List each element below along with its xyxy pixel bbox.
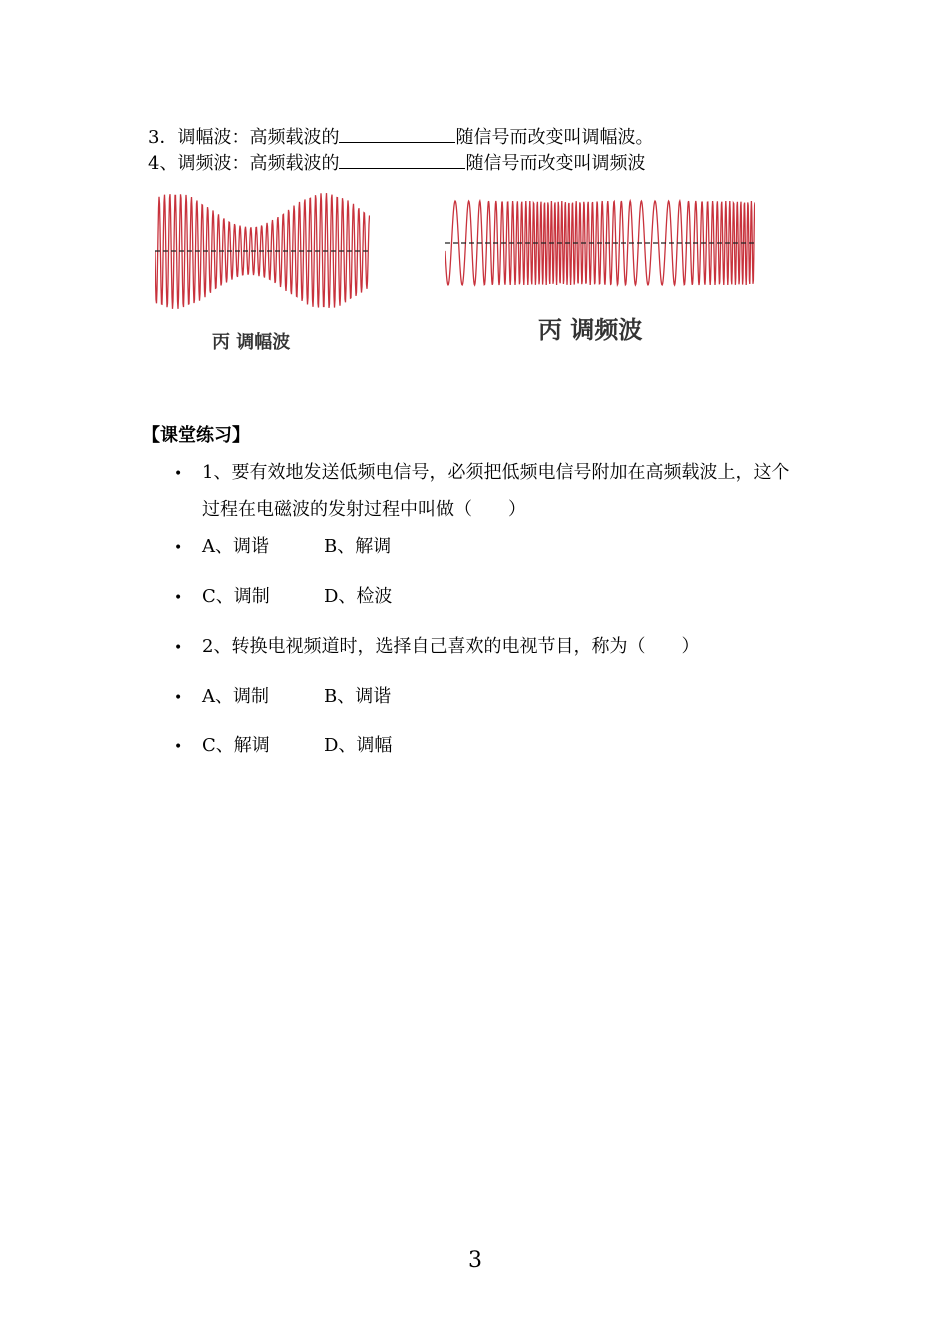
fm-definition [148,150,645,176]
page-number: 3 [468,1248,482,1273]
fm-wave-caption: 丙 调频波 [538,316,643,344]
q2-option-b: B、调谐 [324,686,392,707]
fm-blank [339,150,465,169]
am-definition [148,124,653,150]
practice-heading: 【课堂练习】 [142,425,250,446]
q1-options-row1 [202,535,391,559]
am-blank [339,124,455,143]
am-wave-caption: 丙 调幅波 [212,332,291,353]
q2-options-row2 [202,734,392,758]
q1-options-row2 [202,585,392,609]
am-definition-suffix: 随信号而改变叫调幅波。 [455,127,654,148]
q1-line2: 过程在电磁波的发射过程中叫做（ ） [202,499,526,520]
q1-option-b: B、解调 [324,536,392,557]
am-wave-figure [155,186,370,316]
q2-option-c: C、解调 [202,735,270,756]
bullet-marker: • [174,640,183,656]
q2-options-row1 [202,685,391,709]
q1-line1: 1、要有效地发送低频电信号，必须把低频电信号附加在高频载波上，这个 [202,462,790,483]
bullet-marker: • [174,540,183,556]
q2-option-d: D、调幅 [324,735,393,756]
fm-definition-suffix: 随信号而改变叫调频波 [465,153,646,174]
bullet-marker: • [174,739,183,755]
q2-line1: 2、转换电视频道时，选择自己喜欢的电视节目，称为（ ） [202,636,700,657]
bullet-marker: • [174,690,183,706]
fm-wave-figure [445,196,755,294]
q1-option-c: C、调制 [202,586,270,607]
fm-definition-prefix: 4、调频波：高频载波的 [148,153,340,174]
bullet-marker: • [174,590,183,606]
bullet-marker: • [174,466,183,482]
q1-option-d: D、检波 [324,586,393,607]
q2-option-a: A、调制 [202,686,269,707]
am-definition-prefix: 3．调幅波：高频载波的 [148,127,340,148]
q1-option-a: A、调谐 [202,536,269,557]
